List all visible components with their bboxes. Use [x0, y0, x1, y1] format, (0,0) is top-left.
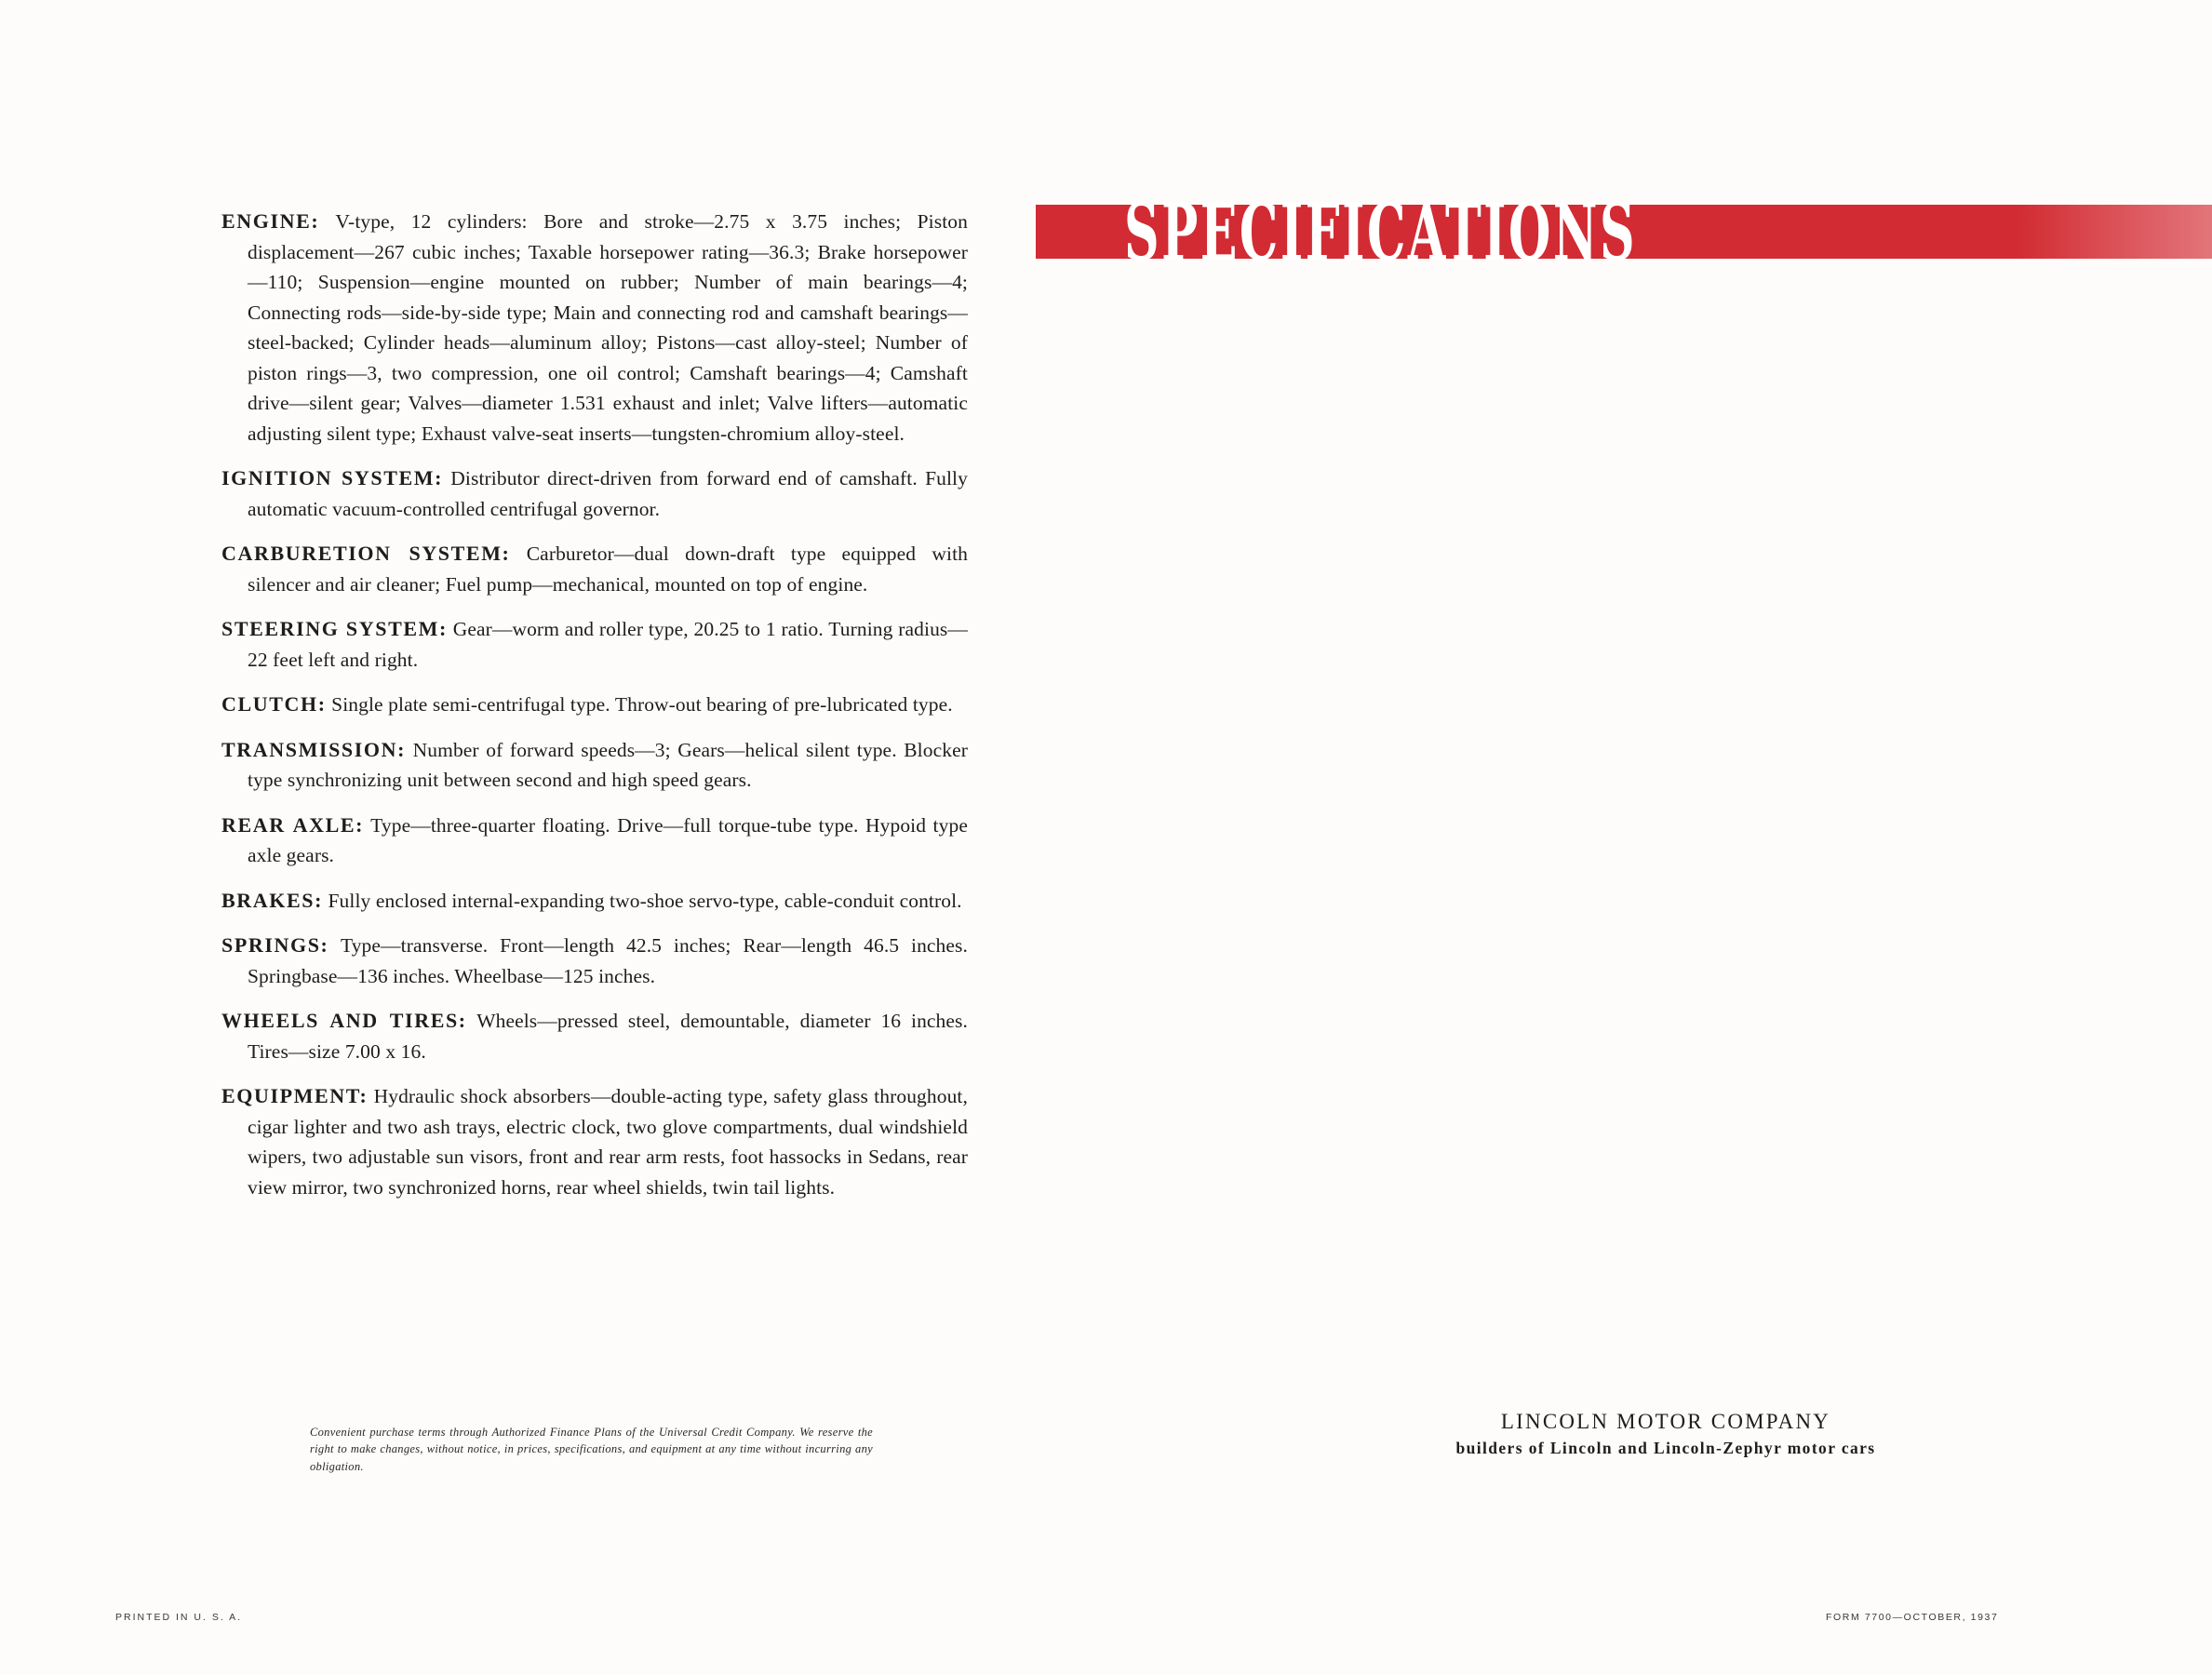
spec-text: Single plate semi-centrifugal type. Throw-out bearing of pre-lubricated type. — [331, 693, 953, 716]
spec-label: STEERING SYSTEM: — [221, 617, 448, 640]
spec-label: IGNITION SYSTEM: — [221, 466, 444, 489]
spec-transmission — [221, 735, 968, 796]
spec-label: REAR AXLE: — [221, 812, 365, 837]
form-number: FORM 7700—OCTOBER, 1937 — [1826, 1612, 1999, 1623]
spec-clutch — [221, 690, 968, 720]
spec-label: TRANSMISSION: — [221, 737, 407, 761]
spec-label: WHEELS AND TIRES: — [221, 1009, 467, 1032]
company-name: LINCOLN MOTOR COMPANY — [1500, 1410, 1831, 1433]
spec-steering-system — [221, 614, 968, 675]
spec-text: Distributor direct-driven from forward end of camshaft. Fully automatic vacuum-controlled centrifugal governor. — [248, 467, 968, 520]
spec-springs — [221, 931, 968, 991]
finance-note: Convenient purchase terms through Authorized Finance Plans of the Universal Credit Company. We reserve the right to make changes, without notice, in prices, specifications, and equipment at any time without incurring any obligation. — [310, 1425, 873, 1473]
spec-label: CLUTCH: — [221, 692, 327, 716]
specifications-list — [221, 207, 968, 1217]
spec-wheels-and-tires — [221, 1006, 968, 1066]
spec-text: Carburetor—dual down-draft type equipped with silencer and air cleaner; Fuel pump—mechanical, mounted on top of engine. — [248, 543, 969, 596]
spec-label: CARBURETION SYSTEM: — [221, 542, 511, 565]
spec-text: Hydraulic shock absorbers—double-acting type, safety glass throughout, cigar lighter and two ash trays, electric clock, two glove compartments, dual windshield wipers, two adjustable sun visors, front and rear arm rests, foot hassocks in Sedans, rear view mirror, two synchronized horns, rear wheel shields, twin tail lights. — [248, 1085, 968, 1199]
spec-ignition-system — [221, 463, 968, 524]
spec-text: Type—three-quarter floating. Drive—full torque-tube type. Hypoid type axle gears. — [248, 813, 968, 866]
spec-brakes — [221, 886, 968, 917]
spec-carburetion-system — [221, 539, 968, 599]
spec-label: SPRINGS: — [221, 933, 329, 957]
spec-text: V-type, 12 cylinders: Bore and stroke—2.75 x 3.75 inches; Piston displacement—267 cubic inches; Taxable horsepower rating—36.3; Brake horsepower—110; Suspension—engine mounted on rubber; Number of main bearings—4; Connecting rods—side-by-side type; Main and connecting rod and camshaft bearings—steel-backed; Cylinder heads—aluminum alloy; Pistons—cast alloy-steel; Number of piston rings—3, two compression, one oil control; Camshaft bearings—4; Camshaft drive—silent gear; Valves—diameter 1.531 exhaust and inlet; Valve lifters—automatic adjusting silent type; Exhaust valve-seat inserts—tungsten-chromium alloy-steel. — [248, 210, 968, 445]
company-block — [1303, 1408, 2029, 1460]
printed-in-note: PRINTED IN U. S. A. — [115, 1612, 243, 1623]
spec-text: Fully enclosed internal-expanding two-shoe servo-type, cable-conduit control. — [328, 889, 962, 912]
spec-text: Number of forward speeds—3; Gears—helical silent type. Blocker type synchronizing unit between second and high speed gears. — [248, 738, 969, 791]
company-subtitle: builders of Lincoln and Lincoln-Zephyr motor cars — [1455, 1439, 1876, 1457]
spec-engine — [221, 207, 968, 449]
spec-label: ENGINE: — [221, 209, 320, 233]
spec-label: EQUIPMENT: — [221, 1084, 369, 1107]
spec-label: BRAKES: — [221, 888, 323, 912]
spec-text: Gear—worm and roller type, 20.25 to 1 ratio. Turning radius—22 feet left and right. — [248, 618, 968, 671]
spec-text: Wheels—pressed steel, demountable, diameter 16 inches. Tires—size 7.00 x 16. — [248, 1010, 968, 1063]
spec-equipment — [221, 1081, 968, 1202]
specifications-title: SPECIFICATIONS — [1124, 186, 1638, 278]
spec-text: Type—transverse. Front—length 42.5 inches; Rear—length 46.5 inches. Springbase—136 inches. Wheelbase—125 inches. — [248, 934, 968, 987]
spec-rear-axle — [221, 811, 968, 871]
